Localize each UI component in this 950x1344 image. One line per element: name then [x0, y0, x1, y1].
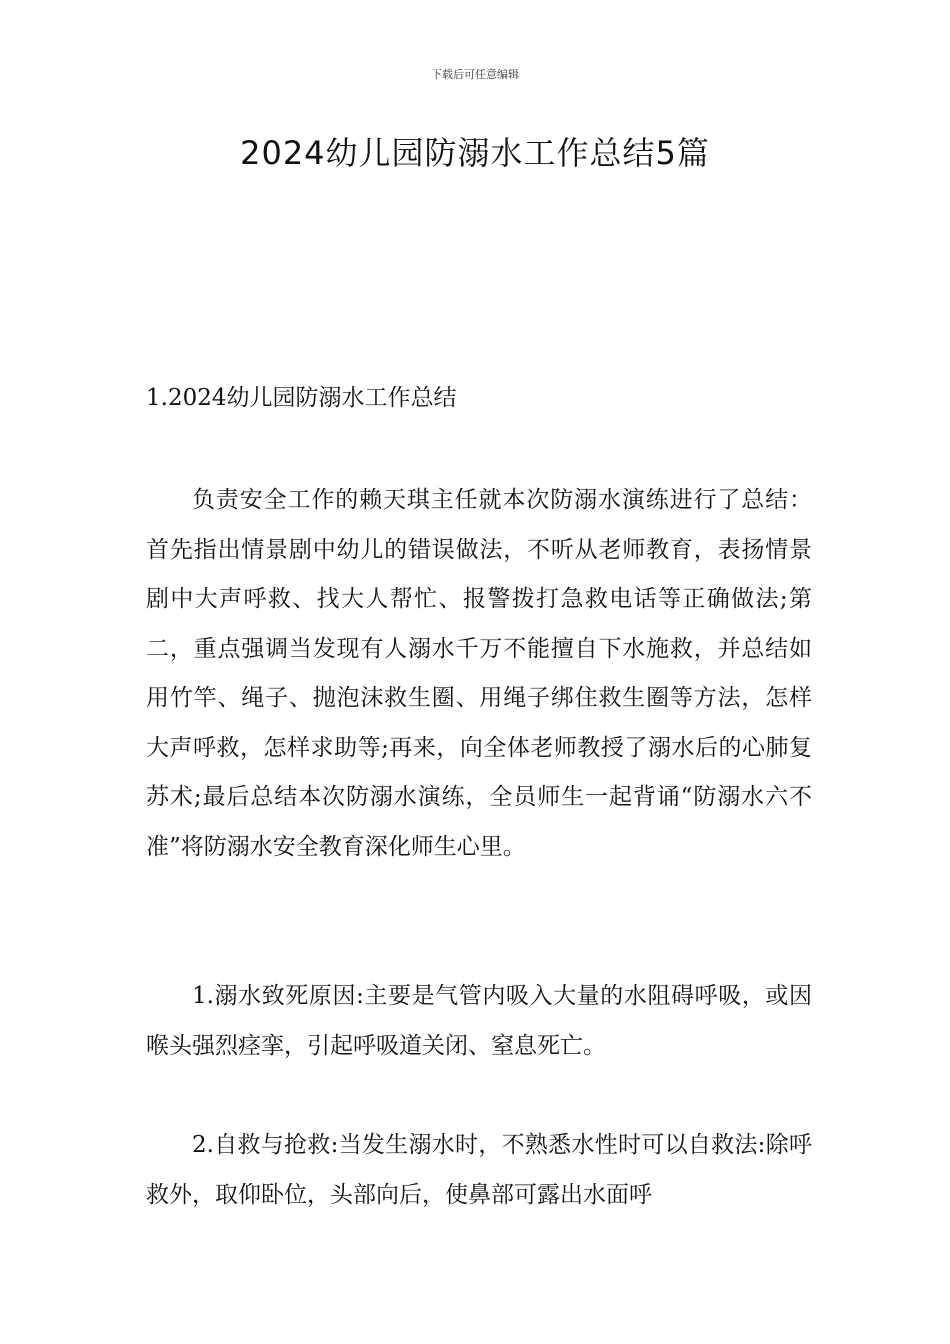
- body-paragraph: 1.溺水致死原因:主要是气管内吸入大量的水阻碍呼吸，或因喉头强烈痉挛，引起呼吸道关闭、窒息死亡。: [146, 983, 812, 1059]
- section-heading: 1.2024幼儿园防溺水工作总结: [146, 385, 457, 411]
- document-title: 2024幼儿园防溺水工作总结5篇: [240, 134, 710, 172]
- header-note: 下载后可任意编辑: [431, 68, 519, 81]
- body-paragraph: 2.自救与抢救:当发生溺水时，不熟悉水性时可以自救法:除呼救外，取仰卧位，头部向后，使鼻部可露出水面呼: [146, 1132, 812, 1208]
- body-paragraph: 负责安全工作的赖天琪主任就本次防溺水演练进行了总结：首先指出情景剧中幼儿的错误做法，不听从老师教育，表扬情景剧中大声呼救、找大人帮忙、报警拨打急救电话等正确做法;第二，重点强调当发现有人溺水千万不能擅自下水施救，并总结如用竹竿、绳子、抛泡沫救生圈、用绳子绑住救生圈等方法，怎样大声呼救，怎样求助等;再来，向全体老师教授了溺水后的心肺复苏术;最后总结本次防溺水演练，全员师生一起背诵“防溺水六不准”将防溺水安全教育深化师生心里。: [146, 487, 812, 860]
